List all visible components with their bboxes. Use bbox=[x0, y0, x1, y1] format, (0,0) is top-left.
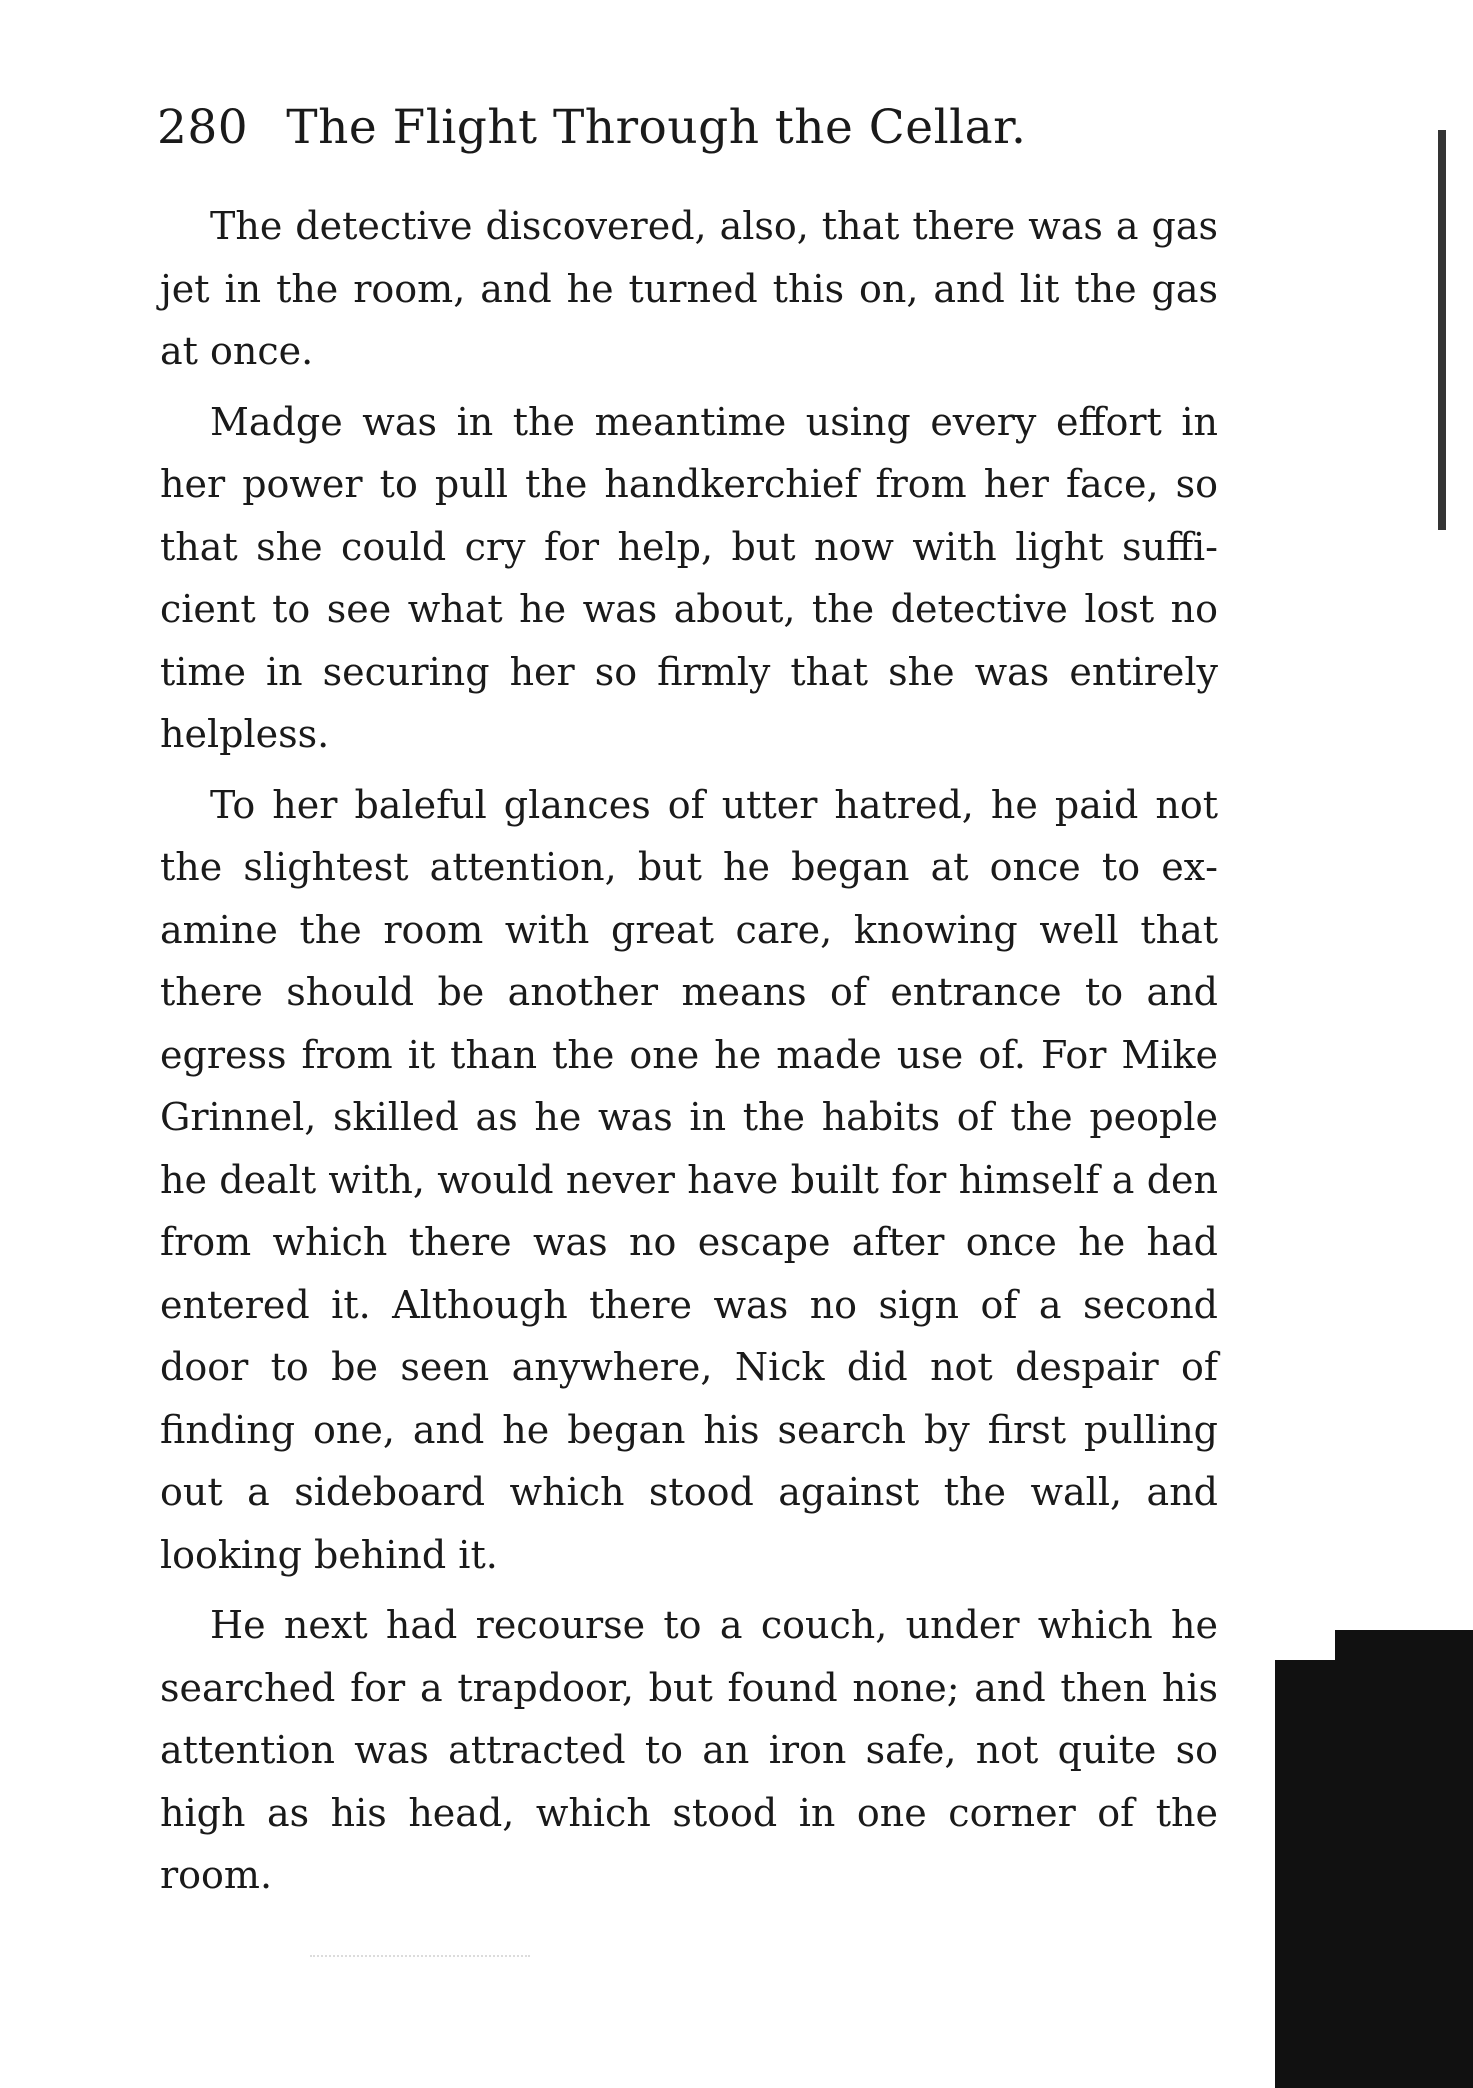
scan-edge-shadow bbox=[1438, 130, 1446, 530]
scan-specks bbox=[310, 1955, 530, 1997]
body-text bbox=[160, 195, 1218, 1915]
paragraph: He next had recourse to a couch, under which he searched for a trapdoor, but found none; and then his attention was attracted to an iron safe, not quite so high as his head, which stood in one corner of the room. bbox=[160, 1603, 1218, 1897]
paragraph: To her baleful glances of utter hatred, he paid not the slightest attention, but he began at once to examine the room with great care, knowing well that there should be another means of entrance to and egress from it than the one he made use of. For Mike Grinnel, skilled as he was in the habits of the people he dealt with, would never have built for himself a den from which there was no escape after once he had entered it. Although there was no sign of a second door to be seen anywhere, Nick did not despair of finding one, and he began his search by first pulling out a sideboard which stood against the wall, and looking behind it. bbox=[160, 782, 1218, 1577]
paragraph: Madge was in the meantime using every effort in her power to pull the handkerchief from her face, so that she could cry for help, but now with light sufficient to see what he was about, the detective lost no time in securing her so firmly that she was entirely helpless. bbox=[160, 399, 1218, 756]
chapter-title: The Flight Through the Cellar. bbox=[286, 100, 1027, 155]
scan-edge-shadow bbox=[1275, 1660, 1473, 2088]
paragraph: The detective discovered, also, that there was a gas jet in the room, and he turned this on, and lit the gas at once. bbox=[160, 204, 1218, 373]
running-header bbox=[157, 98, 1077, 158]
page-number: 280 bbox=[157, 100, 249, 155]
